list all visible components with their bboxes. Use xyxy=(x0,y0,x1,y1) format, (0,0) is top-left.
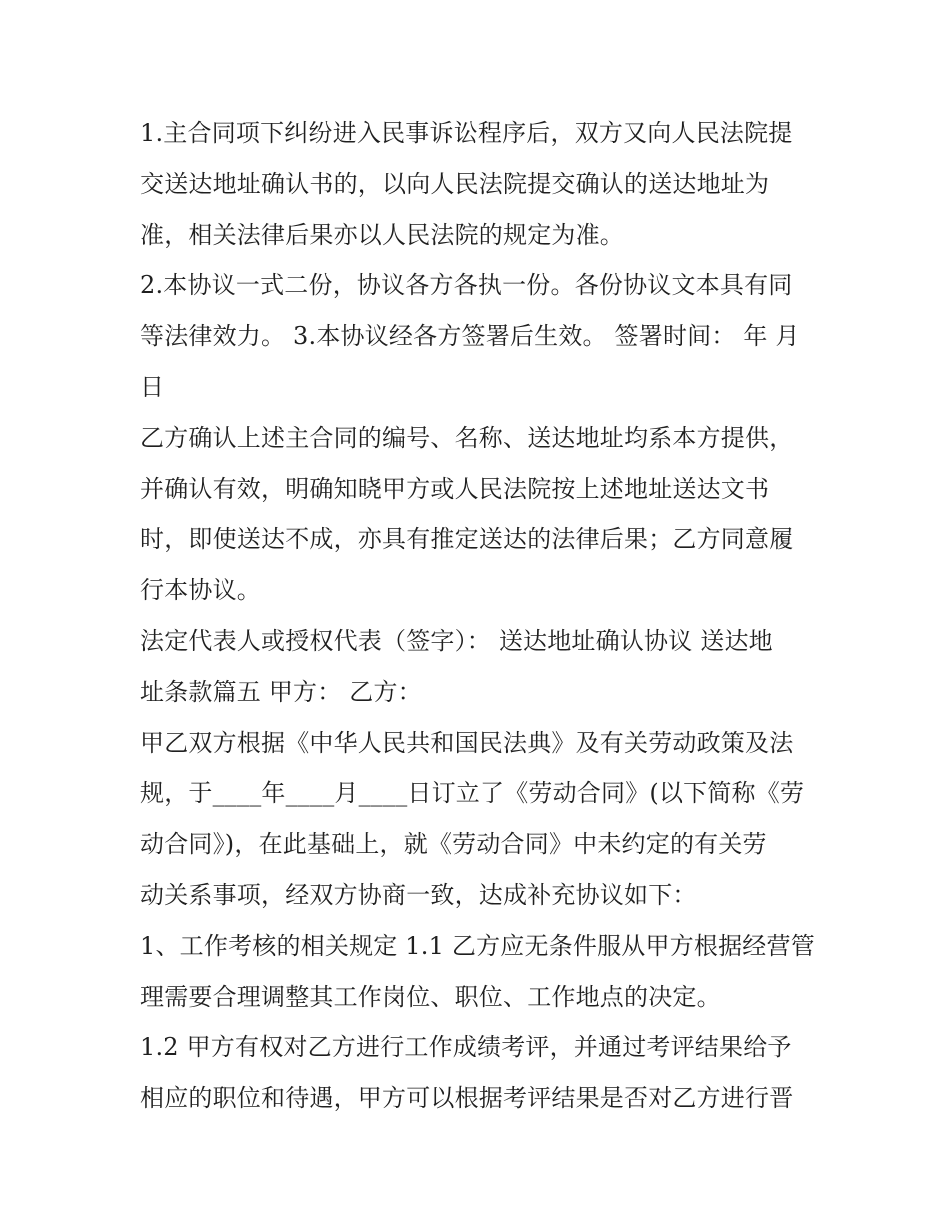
text-line: 交送达地址确认书的，以向人民法院提交确认的送达地址为 xyxy=(140,169,770,198)
paragraph-party-b-confirmation xyxy=(140,413,820,616)
text-line: 乙方确认上述主合同的编号、名称、送达地址均系本方提供， xyxy=(140,423,794,452)
paragraph-supplementary-agreement-intro xyxy=(140,718,820,921)
text-line: 等法律效力。 3.本协议经各方签署后生效。 签署时间： 年 月 xyxy=(140,322,800,351)
text-line: 时，即使送达不成，亦具有推定送达的法律后果；乙方同意履 xyxy=(140,525,794,554)
text-line: 动合同》)，在此基础上，就《劳动合同》中未约定的有关劳 xyxy=(140,830,767,859)
text-line: 行本协议。 xyxy=(140,576,261,605)
text-line: 甲乙双方根据《中华人民共和国民法典》及有关劳动政策及法 xyxy=(140,728,794,757)
text-line: 动关系事项，经双方协商一致，达成补充协议如下： xyxy=(140,880,697,909)
text-line: 日 xyxy=(140,372,165,401)
paragraph-clause-1-1 xyxy=(140,921,820,1023)
text-line: 准，相关法律后果亦以人民法院的规定为准。 xyxy=(140,220,624,249)
paragraph-clause-1-2 xyxy=(140,1022,820,1124)
text-line: 2.本协议一式二份，协议各方各执一份。各份协议文本具有同 xyxy=(140,271,793,300)
document-body xyxy=(140,108,820,1124)
text-line: 规，于____年____月____日订立了《劳动合同》(以下简称《劳 xyxy=(140,779,805,808)
paragraph-litigation-address xyxy=(140,108,820,260)
text-line: 址条款篇五 甲方： 乙方： xyxy=(140,677,422,706)
paragraph-signature-and-heading xyxy=(140,616,820,718)
text-line: 理需要合理调整其工作岗位、职位、工作地点的决定。 xyxy=(140,982,721,1011)
text-line: 相应的职位和待遇，甲方可以根据考评结果是否对乙方进行晋 xyxy=(140,1084,794,1113)
text-line: 1.主合同项下纠纷进入民事诉讼程序后，双方又向人民法院提 xyxy=(140,119,793,147)
text-line: 法定代表人或授权代表（签字）： 送达地址确认协议 送达地 xyxy=(140,626,773,655)
paragraph-copies-and-effect xyxy=(140,260,820,412)
text-line: 并确认有效，明确知晓甲方或人民法院按上述地址送达文书 xyxy=(140,474,770,503)
text-line: 1.2 甲方有权对乙方进行工作成绩考评，并通过考评结果给予 xyxy=(140,1033,792,1062)
text-line: 1、工作考核的相关规定 1.1 乙方应无条件服从甲方根据经营管 xyxy=(140,931,815,960)
